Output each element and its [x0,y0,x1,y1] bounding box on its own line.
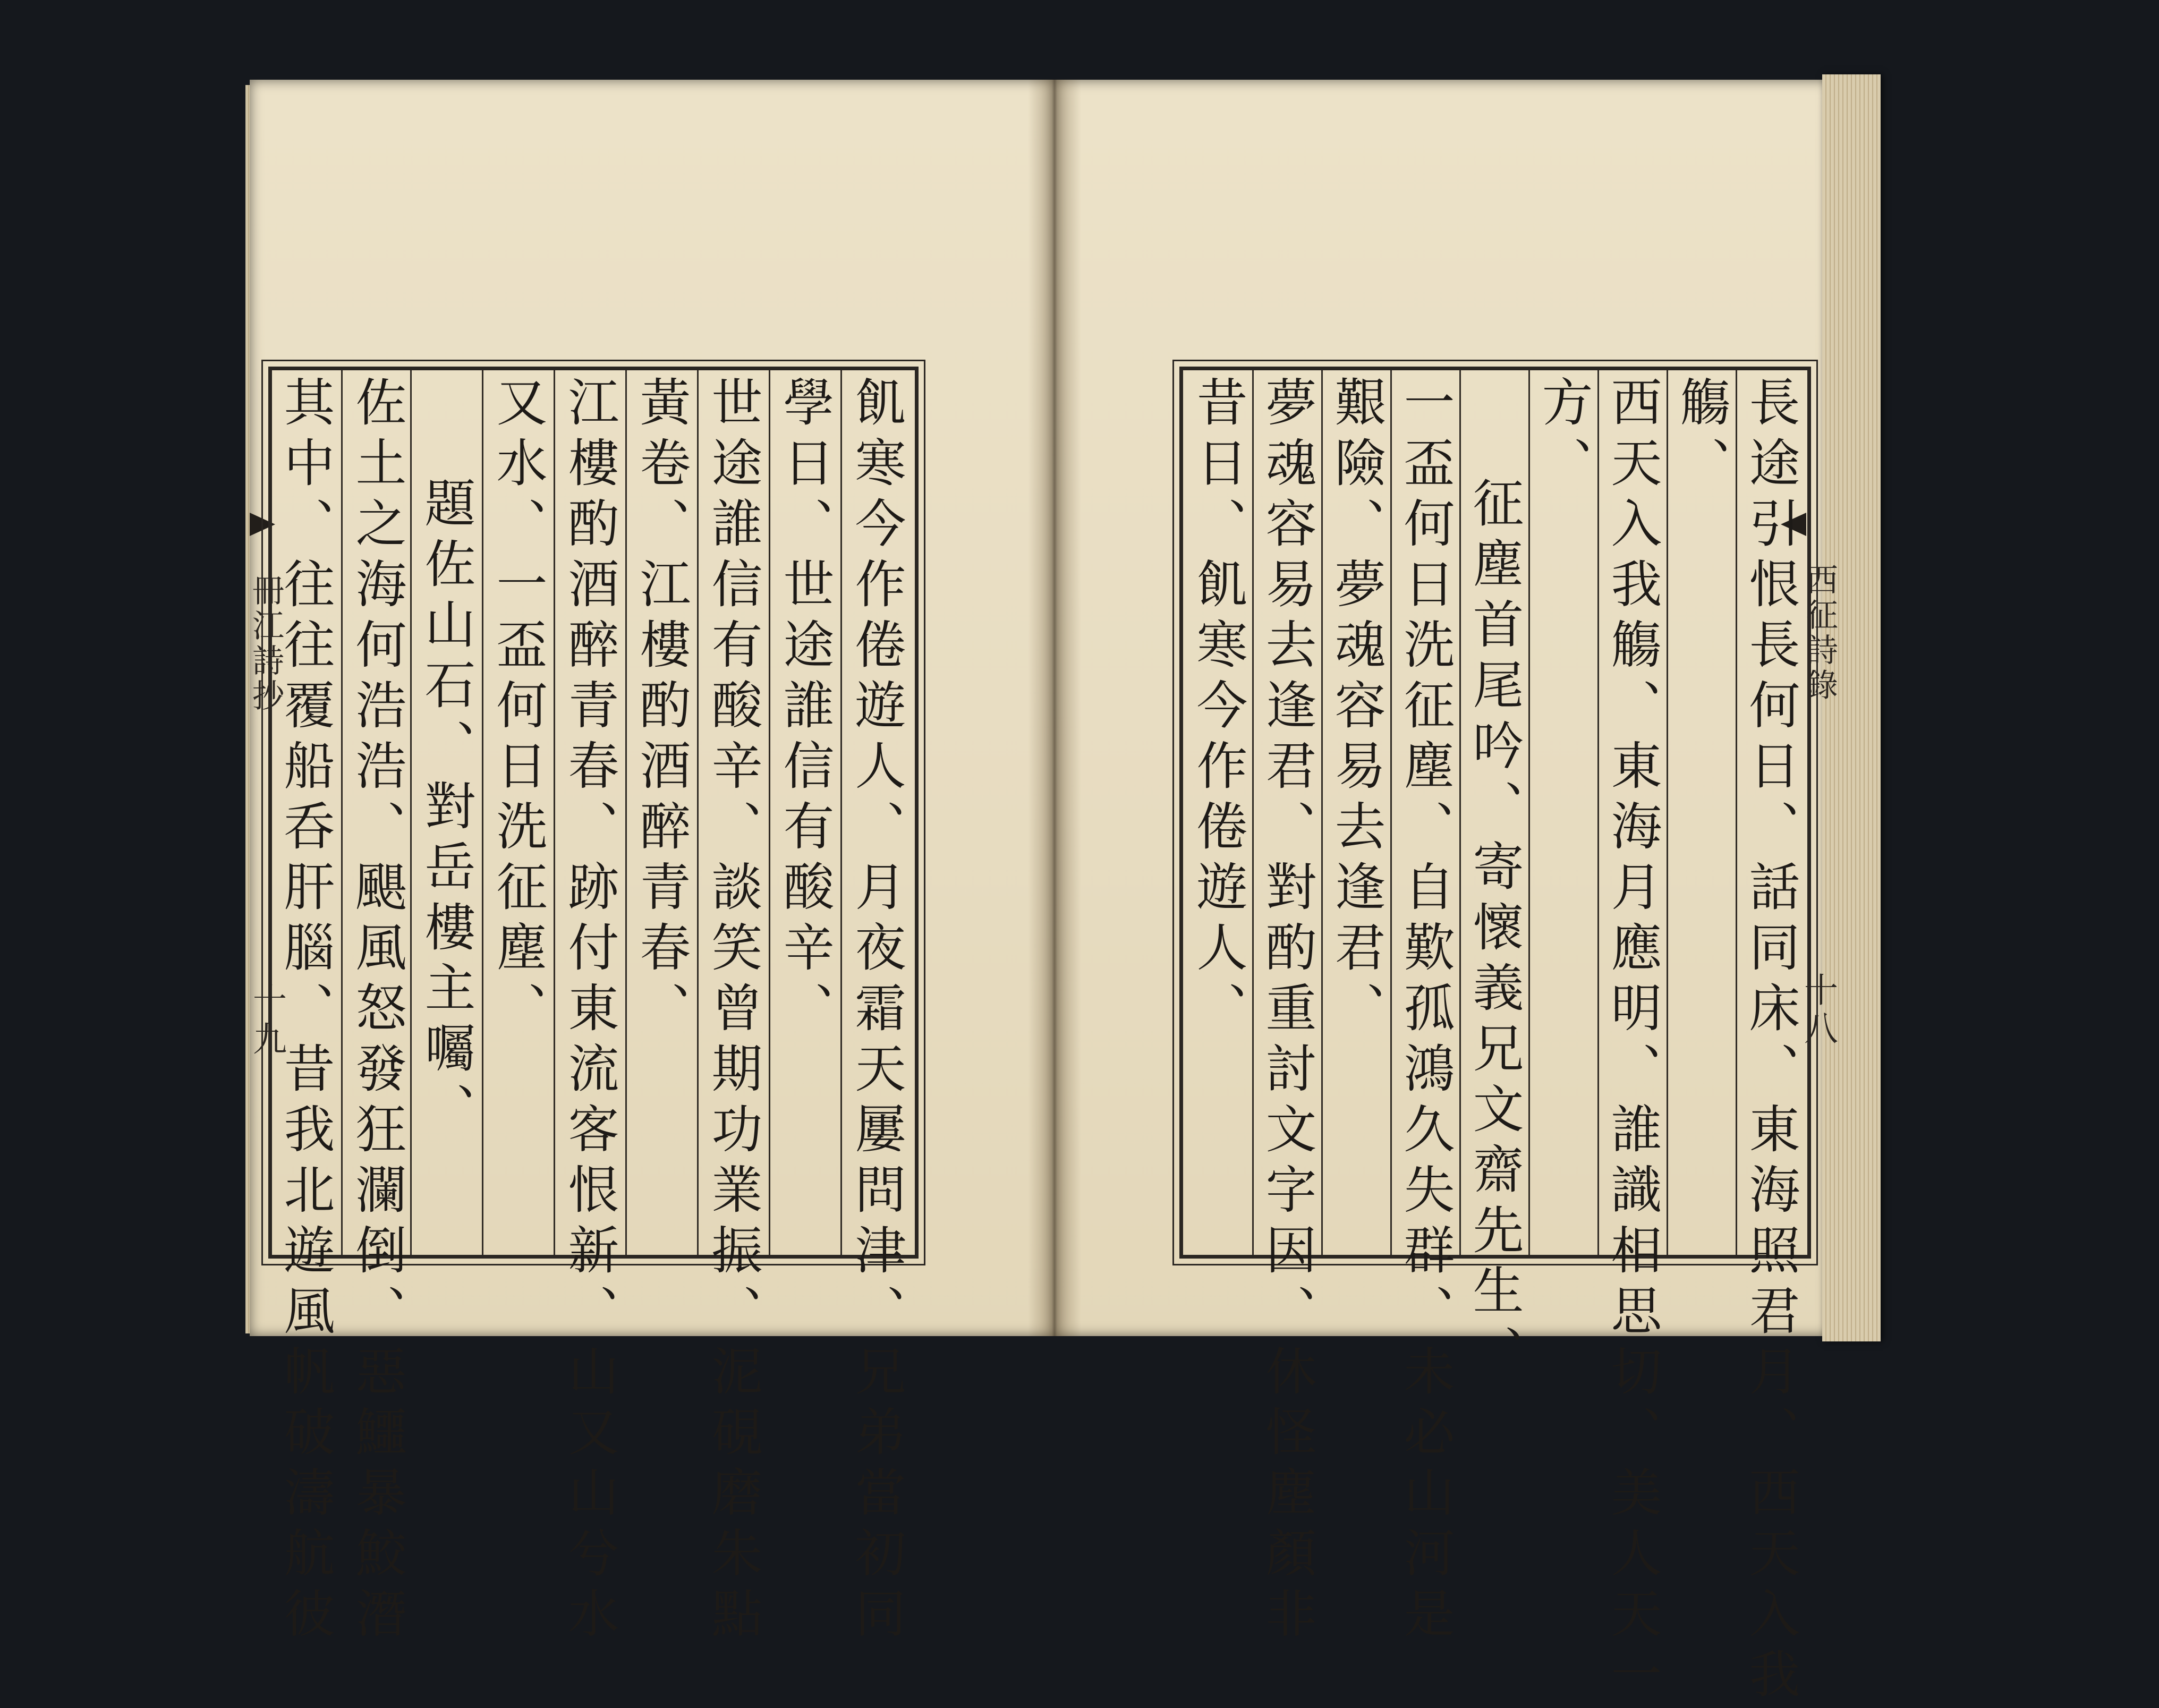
column-rule [769,370,770,1255]
text-column: 其中、往往覆船呑肝腦、昔我北遊風帆破濤航彼 [276,376,335,1647]
text-column: 佐土之海何浩浩、颶風怒發狂瀾倒、惡鱷暴鮫潛 [347,376,407,1647]
text-column: 飢寒今作倦遊人、月夜霜天屢問津、兄弟當初同 [847,376,906,1647]
text-column: 長途引恨長何日、話同床、東海照君月、西天入我 [1741,376,1800,1708]
column-rule [1321,370,1323,1255]
right-page-edge [1822,74,1881,1341]
right-margin-title: 西征詩錄 [1801,563,1838,703]
column-rule [1459,370,1461,1255]
column-rule [1528,370,1530,1255]
text-column: 學日、世途誰信有酸辛、 [775,376,835,1042]
text-column: 黃卷、江樓酌酒醉青春、 [632,376,691,1042]
column-rule [1252,370,1254,1255]
poem-title: 征塵首尾吟、寄懷義兄文齋先生、 [1465,477,1524,1385]
column-rule [410,370,412,1255]
column-rule [625,370,627,1255]
text-column: 江樓酌酒醉青春、跡付東流客恨新、山又山兮水 [560,376,619,1647]
column-rule [1667,370,1668,1255]
column-rule [1390,370,1392,1255]
column-rule [697,370,699,1255]
column-rule [1597,370,1599,1255]
text-column: 觴、 [1672,376,1731,497]
left-page-number: 十九 [247,983,286,1059]
column-rule [482,370,483,1255]
text-column: 夢魂容易去逢君、對酌重討文字因、休怪塵顏非 [1257,376,1317,1647]
text-column: 昔日、飢寒今作倦遊人、 [1188,376,1248,1042]
column-rule [1736,370,1737,1255]
text-column: 世途誰信有酸辛、談笑曾期功業振、泥硯磨朱點 [703,376,763,1647]
left-text-frame [268,367,919,1647]
text-column: 又水、一盃何日洗征塵、 [488,376,548,1042]
text-column: 一盃何日洗征塵、自歎孤鴻久失群、未必山河是 [1396,376,1455,1647]
book-gutter [1028,80,1081,1336]
column-rule [341,370,343,1255]
column-rule [554,370,555,1255]
text-column: 方、 [1534,376,1593,497]
text-column: 艱險、夢魂容易去逢君、 [1327,376,1386,1042]
left-margin-title: 冊江詩抄 [247,574,284,714]
poem-title: 題佐山石、對岳樓主囑、 [416,477,476,1143]
right-text-frame [1179,367,1811,1708]
column-rule [840,370,842,1255]
text-column: 西天入我觴、東海月應明、誰識相思切、美人天一 [1603,376,1662,1708]
right-page-number: 十八 [1798,972,1838,1049]
